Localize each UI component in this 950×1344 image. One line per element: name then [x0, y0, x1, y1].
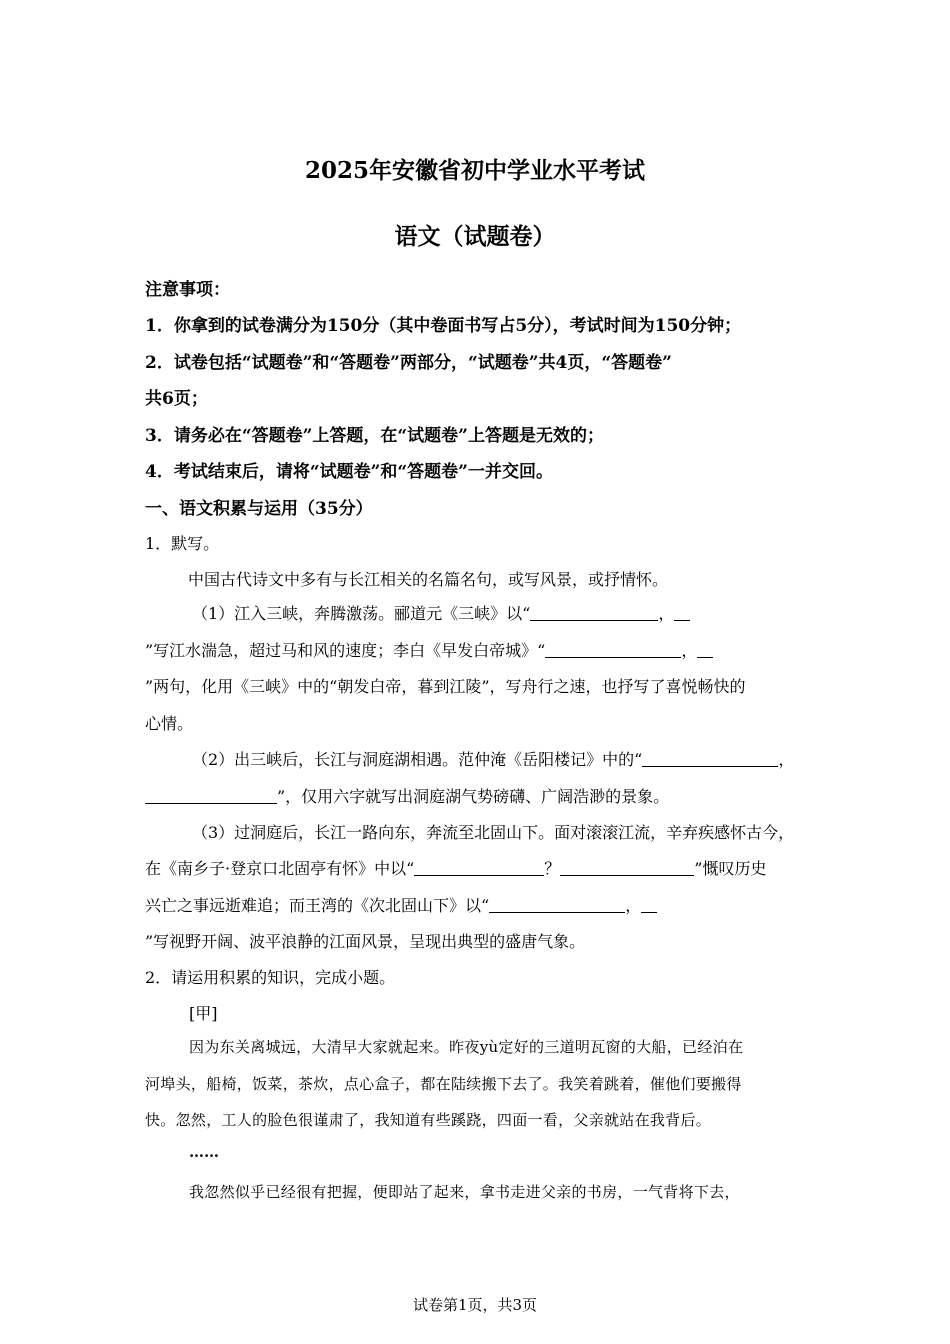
- q1-part1-line2: ”写江水湍急，超过马和风的速度；李白《早发白帝城》“ ，: [145, 638, 713, 661]
- notice-item-3: 3．请务必在“答题卷”上答题，在“试题卷”上答题是无效的；: [145, 426, 604, 446]
- question-1-intro: 中国古代诗文中多有与长江相关的名篇名句，或写风景，或抒情怀。: [188, 570, 669, 589]
- question-1-stem: 1．默写。: [145, 534, 220, 553]
- q1-part3-line4: ”写视野开阔、波平浪静的江面风景，呈现出典型的盛唐气象。: [145, 932, 586, 951]
- passage-label-jia: [甲]: [189, 1004, 218, 1023]
- notice-item-1: 1．你拿到的试卷满分为150分（其中卷面书写占5分），考试时间为150分钟；: [145, 316, 742, 336]
- q1-part3-line3: 兴亡之事远逝难追；而王湾的《次北固山下》以“ ，: [145, 893, 657, 916]
- question-2-stem: 2．请运用积累的知识，完成小题。: [145, 968, 396, 987]
- answer-blank[interactable]: [674, 604, 690, 621]
- passage-paragraph-2-line1: 我忽然似乎已经很有把握，便即站了起来，拿书走进父亲的书房，一气背将下去，: [189, 1183, 740, 1201]
- notice-item-2-cont: 共6页；: [145, 389, 208, 409]
- notice-heading: 注意事项：: [145, 280, 230, 300]
- answer-blank[interactable]: [560, 859, 694, 876]
- exam-title: 2025年安徽省初中学业水平考试: [304, 157, 645, 184]
- passage-paragraph-1-line2: 河埠头，船椅，饭菜，茶炊，点心盒子，都在陆续搬下去了。我笑着跳着，催他们要搬得: [145, 1075, 742, 1093]
- exam-subtitle: 语文（试题卷）: [394, 223, 556, 250]
- section-1-heading: 一、语文积累与运用（35分）: [145, 499, 373, 519]
- answer-blank[interactable]: [641, 896, 657, 913]
- answer-blank[interactable]: [697, 641, 713, 658]
- notice-item-4: 4．考试结束后，请将“试题卷”和“答题卷”一并交回。: [145, 462, 553, 482]
- answer-blank[interactable]: [489, 896, 625, 913]
- answer-blank[interactable]: [530, 604, 658, 621]
- answer-blank[interactable]: [414, 859, 544, 876]
- passage-ellipsis: ……: [189, 1143, 219, 1161]
- passage-paragraph-1-line3: 快。忽然，工人的脸色很谨肃了，我知道有些蹊跷，四面一看，父亲就站在我背后。: [145, 1111, 712, 1129]
- q1-part3-line1: （3）过洞庭后，长江一路向东，奔流至北固山下。面对滚滚江流，辛弃疾感怀古今，: [192, 823, 795, 842]
- answer-blank[interactable]: [642, 750, 778, 767]
- q1-part2-line1: （2）出三峡后，长江与洞庭湖相遇。范仲淹《岳阳楼记》中的“ ，: [192, 750, 795, 769]
- q1-part1-line1: （1）江入三峡，奔腾激荡。郦道元《三峡》以“ ，: [192, 601, 690, 624]
- notice-item-2: 2．试卷包括“试题卷”和“答题卷”两部分，“试题卷”共4页，“答题卷”: [145, 353, 672, 373]
- q1-part1-line3: ”两句，化用《三峡》中的“朝发白帝，暮到江陵”，写舟行之速，也抒写了喜悦畅快的: [145, 677, 746, 696]
- page-footer: 试卷第1页，共3页: [412, 1296, 538, 1314]
- passage-paragraph-1-line1: 因为东关离城远，大清早大家就起来。昨夜yù定好的三道明瓦窗的大船，已经泊在: [189, 1038, 744, 1056]
- answer-blank[interactable]: [545, 641, 681, 658]
- answer-blank[interactable]: [145, 787, 277, 804]
- q1-part1-line4: 心情。: [145, 714, 194, 733]
- q1-part3-line2: 在《南乡子·登京口北固亭有怀》中以“ ？ ”慨叹历史: [145, 859, 767, 878]
- q1-part2-line2: ”，仅用六字就写出洞庭湖气势磅礴、广阔浩渺的景象。: [145, 784, 669, 807]
